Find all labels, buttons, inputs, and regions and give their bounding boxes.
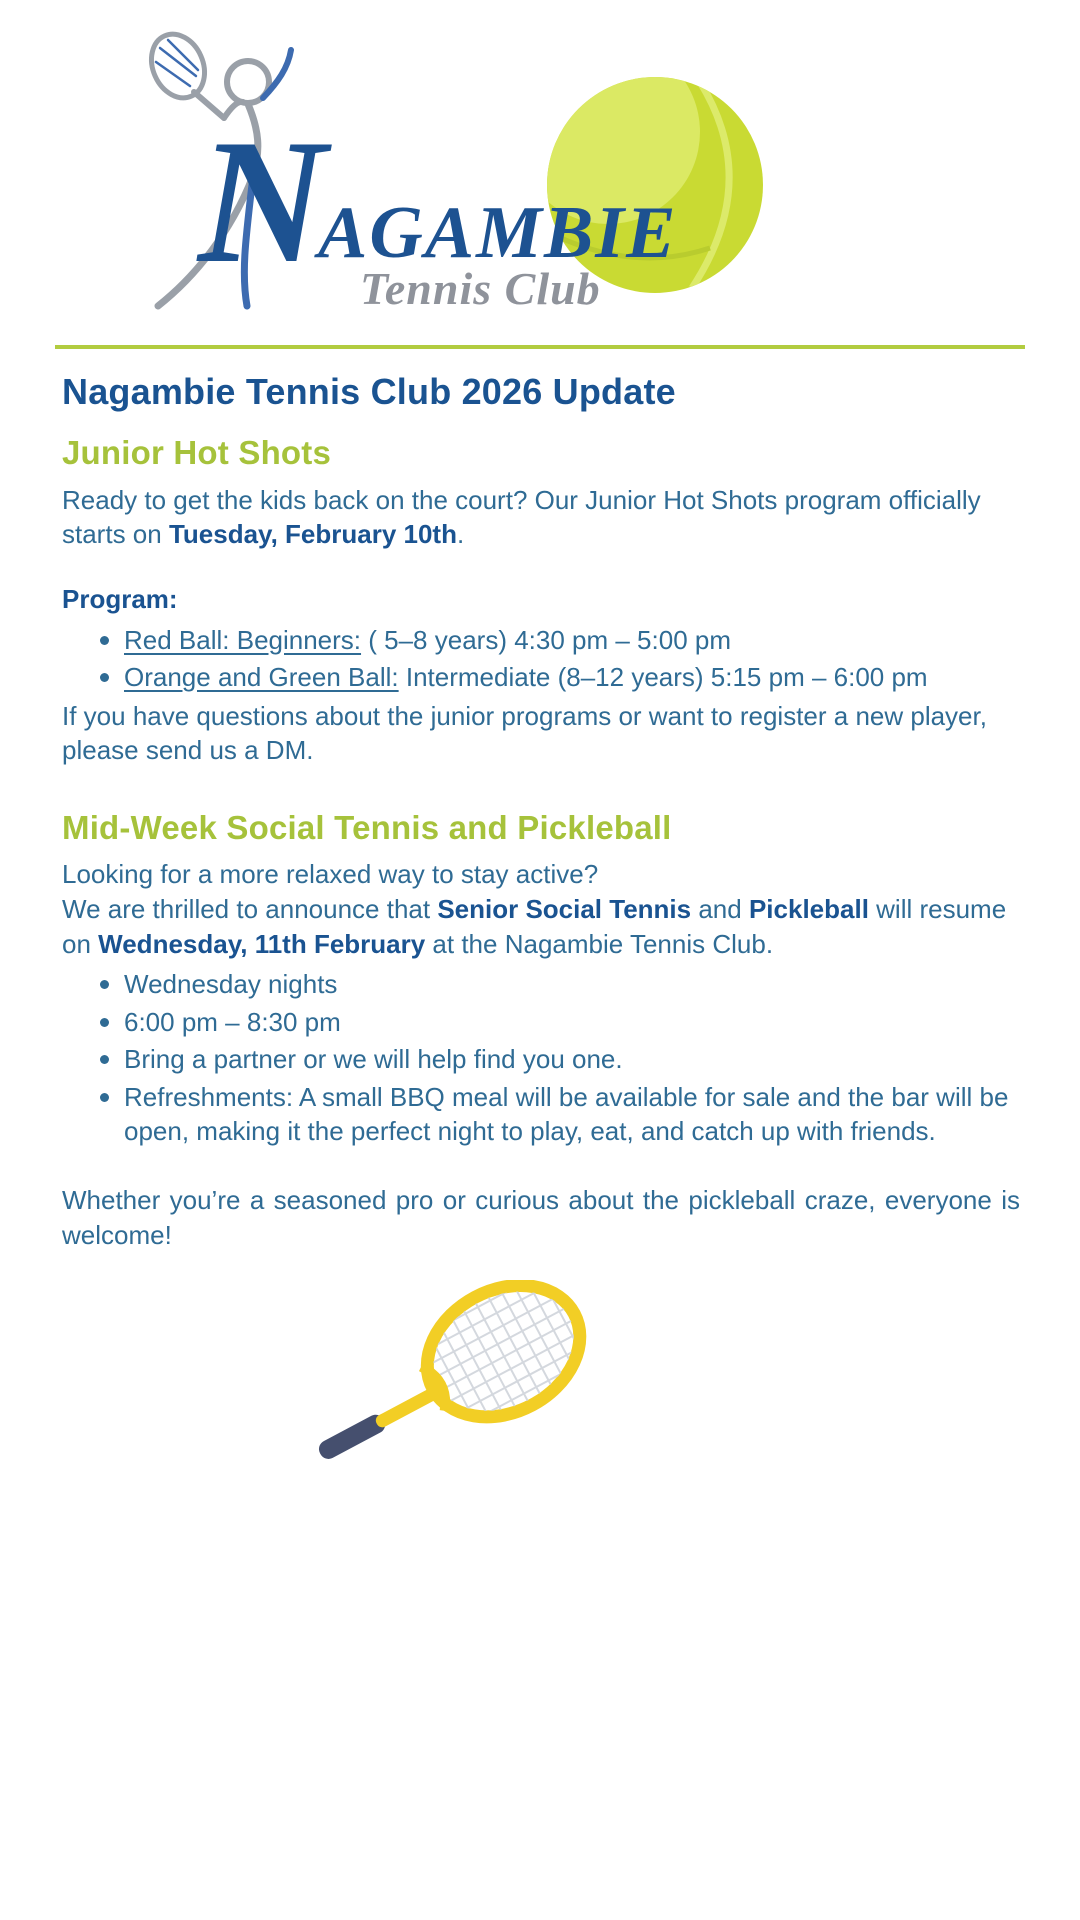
midweek-bold-1: Senior Social Tennis bbox=[437, 894, 692, 924]
page-title: Nagambie Tennis Club 2026 Update bbox=[62, 371, 676, 412]
midweek-announcement bbox=[62, 892, 1020, 961]
junior-intro bbox=[62, 483, 1020, 552]
divider-line bbox=[55, 345, 1025, 349]
midweek-text-2: and bbox=[691, 894, 749, 924]
list-item-text: Refreshments: A small BBQ meal will be available for sale and the bar will be open, making it the perfect night to play, eat, and catch up with friends. bbox=[124, 1081, 1009, 1147]
midweek-line1: Looking for a more relaxed way to stay active? bbox=[62, 859, 599, 890]
midweek-text-1: We are thrilled to announce that bbox=[62, 894, 438, 924]
list-item bbox=[100, 1005, 1020, 1040]
midweek-bold-2: Pickleball bbox=[748, 894, 869, 924]
list-item bbox=[100, 660, 1020, 695]
midweek-text-4: at the Nagambie Tennis Club. bbox=[425, 928, 774, 959]
bullet-dot bbox=[100, 980, 109, 989]
logo-subtitle: Tennis Club bbox=[360, 263, 601, 314]
closing-message: Whether you’re a seasoned pro or curious about the pickleball craze, everyone is welcome! bbox=[62, 1185, 1020, 1250]
list-item-text bbox=[124, 623, 731, 658]
junior-bullet-list bbox=[62, 623, 1020, 695]
list-item-text: Bring a partner or we will help find you one. bbox=[124, 1044, 623, 1075]
junior-bullet-1-title: Red Ball: Beginners: bbox=[124, 624, 362, 655]
midweek-text-3: will resume on bbox=[62, 894, 1007, 959]
bullet-dot bbox=[100, 1093, 109, 1102]
junior-heading: Junior Hot Shots bbox=[62, 434, 332, 472]
list-item-text: 6:00 pm – 8:30 pm bbox=[124, 1006, 341, 1037]
list-item-text: Wednesday nights bbox=[124, 969, 338, 1000]
list-item bbox=[100, 1042, 1020, 1077]
junior-intro-text: Ready to get the kids back on the court? Our Junior Hot Shots program officially starts on bbox=[62, 484, 981, 550]
junior-outro: If you have questions about the junior programs or want to register a new player, please send us a DM. bbox=[62, 700, 987, 766]
list-item bbox=[100, 623, 1020, 658]
junior-intro-period: . bbox=[456, 519, 465, 550]
midweek-bullet-list bbox=[62, 967, 1020, 1149]
list-item bbox=[100, 967, 1020, 1002]
list-item-text bbox=[124, 660, 928, 695]
bullet-dot bbox=[100, 1018, 109, 1027]
bullet-dot bbox=[100, 1055, 109, 1064]
bullet-dot bbox=[100, 636, 109, 645]
junior-bullet-1-detail: ( 5–8 years) 4:30 pm – 5:00 pm bbox=[361, 624, 731, 655]
logo-header bbox=[0, 0, 1080, 345]
logo-initial: N bbox=[198, 102, 327, 300]
logo-wordmark: AGAMBIE bbox=[318, 192, 678, 274]
junior-bullet-2-title: Orange and Green Ball: bbox=[124, 662, 399, 693]
list-item bbox=[100, 1080, 1020, 1149]
midweek-bold-3: Wednesday, 11th February bbox=[98, 928, 426, 959]
bullet-dot bbox=[100, 673, 109, 682]
junior-bullet-2-detail: Intermediate (8–12 years) 5:15 pm – 6:00 pm bbox=[398, 662, 928, 693]
flyer-content bbox=[62, 370, 1020, 1480]
tennis-racquet-svg bbox=[300, 1280, 620, 1480]
tennis-racquet-icon bbox=[300, 1280, 620, 1480]
midweek-heading: Mid-Week Social Tennis and Pickleball bbox=[62, 808, 672, 846]
program-label: Program: bbox=[62, 583, 178, 614]
junior-intro-date: Tuesday, February 10th bbox=[168, 519, 457, 550]
